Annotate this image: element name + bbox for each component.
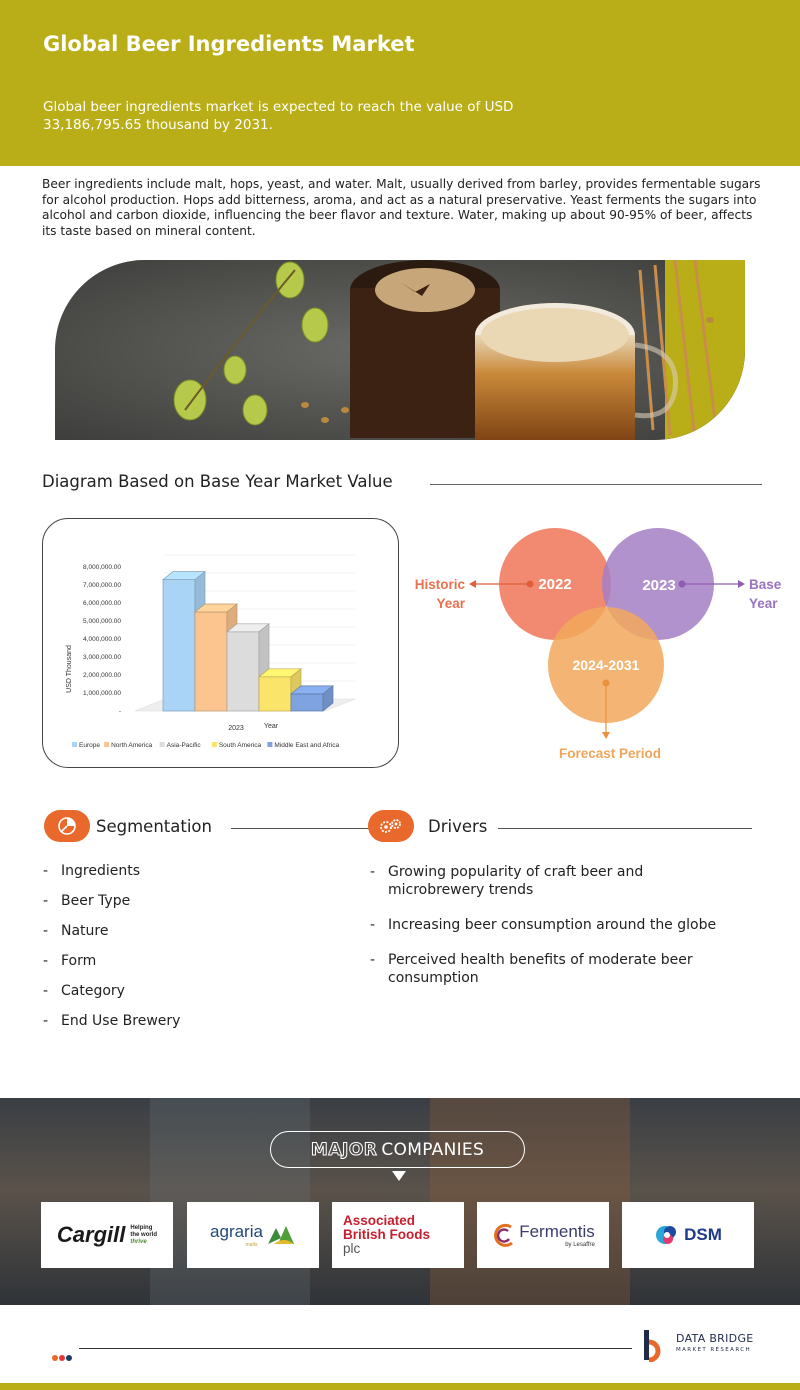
- hero-image: [55, 260, 745, 440]
- diagram-section-title: Diagram Based on Base Year Market Value: [42, 472, 393, 491]
- list-item: - Form: [43, 953, 343, 983]
- legend-item: [160, 742, 202, 749]
- intro-paragraph: Beer ingredients include malt, hops, yeast, and water. Malt, usually derived from barley, provides fermentable sugars for alcohol production. Hops add bitterness, aroma, and act as a natural preservative. Yeast ferments the sugars into alcohol and carbon dioxide, influencing the beer flavor and texture. Water, making up about 90-95% of beer, affects its taste based on mineral content.: [42, 177, 761, 238]
- y-tick-label: 5,000,000.00: [83, 618, 121, 625]
- data-bridge-logo: DATA BRIDGE MARKET RESEARCH: [642, 1330, 772, 1362]
- list-item: - Category: [43, 983, 343, 1013]
- bar-chart: [43, 519, 400, 769]
- venn-svg: [405, 520, 800, 770]
- chevron-down-icon: [392, 1171, 406, 1181]
- timeline-venn-diagram: [405, 520, 800, 770]
- section-divider: [430, 484, 762, 485]
- market-value-statement: Global beer ingredients market is expected to reach the value of USD 33,186,795.65 thousand by 2031.: [43, 99, 514, 133]
- base-label-line1: Base: [749, 577, 782, 592]
- major-companies-heading: MAJOR COMPANIES: [270, 1131, 525, 1168]
- data-bridge-mark-icon: [642, 1330, 672, 1362]
- agraria-logo: agraria malts: [187, 1202, 319, 1268]
- segmentation-title: Segmentation: [96, 817, 212, 836]
- bar-middle-east-and-africa: [291, 686, 333, 711]
- drivers-list: [370, 863, 770, 1004]
- y-tick-label: 1,000,000.00: [83, 690, 121, 697]
- list-item: - End Use Brewery: [43, 1013, 343, 1043]
- list-item: - Beer Type: [43, 893, 343, 923]
- drivers-divider: [498, 828, 752, 829]
- segmentation-divider: [231, 828, 369, 829]
- beer-glasses-illustration: [55, 260, 745, 440]
- segmentation-list: [43, 863, 343, 1043]
- y-tick-label: 8,000,000.00: [83, 564, 121, 571]
- list-item: - Growing popularity of craft beer and microbrewery trends: [370, 863, 670, 899]
- y-tick-label: 3,000,000.00: [83, 654, 121, 661]
- cargill-logo: Cargill Helping the world thrive: [41, 1202, 173, 1268]
- footer-divider: [79, 1348, 632, 1349]
- header-banner: [0, 0, 800, 166]
- legend-item: [104, 742, 153, 749]
- legend-item: [212, 742, 262, 749]
- base-label-line2: Year: [749, 596, 778, 611]
- svg-text:Asia-Pacific: Asia-Pacific: [166, 742, 201, 749]
- list-item: - Increasing beer consumption around the globe: [370, 916, 770, 934]
- legend-item: [267, 742, 339, 749]
- decorative-dots: [52, 1346, 73, 1365]
- x-category-label: 2023: [228, 725, 244, 732]
- svg-text:North America: North America: [111, 742, 153, 749]
- y-tick-label: -: [118, 708, 121, 715]
- dsm-logo: DSM: [622, 1202, 754, 1268]
- historic-label-line2: Year: [436, 596, 465, 611]
- y-tick-label: 7,000,000.00: [83, 582, 121, 589]
- forecast-period-value: 2024-2031: [572, 657, 640, 673]
- svg-text:South America: South America: [218, 742, 262, 749]
- footer-accent-bar: [0, 1383, 800, 1390]
- y-tick-label: 6,000,000.00: [83, 600, 121, 607]
- fermentis-logo: Fermentis by Lesaffre: [477, 1202, 609, 1268]
- y-tick-label: 4,000,000.00: [83, 636, 121, 643]
- drivers-title: Drivers: [428, 817, 488, 836]
- svg-text:Middle East and Africa: Middle East and Africa: [274, 742, 340, 749]
- legend-item: [72, 742, 100, 749]
- bar-chart-card: [42, 518, 399, 768]
- gears-icon: [368, 810, 414, 842]
- major-companies-banner: [0, 1098, 800, 1305]
- base-year-value: 2023: [642, 577, 676, 594]
- y-tick-label: 2,000,000.00: [83, 672, 121, 679]
- list-item: - Ingredients: [43, 863, 343, 893]
- y-axis-label: USD Thousand: [66, 645, 73, 693]
- x-axis-label: Year: [263, 723, 279, 730]
- historic-year-value: 2022: [538, 576, 572, 593]
- list-item: - Nature: [43, 923, 343, 953]
- svg-text:Europe: Europe: [79, 742, 100, 749]
- pie-chart-icon: [44, 810, 90, 842]
- forecast-label: Forecast Period: [558, 746, 662, 761]
- list-item: - Perceived health benefits of moderate beer consumption: [370, 951, 740, 987]
- page-title: Global Beer Ingredients Market: [43, 32, 415, 56]
- associated-british-foods-logo: Associated British Foods plc: [332, 1202, 464, 1268]
- historic-label-line1: Historic: [414, 577, 465, 592]
